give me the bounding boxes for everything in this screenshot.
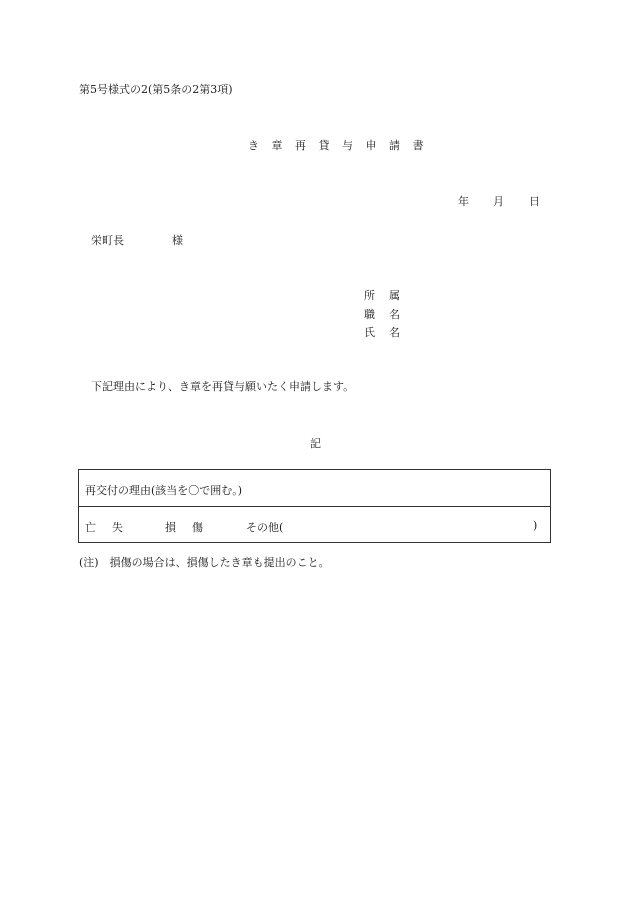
- applicant-name-row: [364, 324, 400, 340]
- ki-heading: 記: [310, 437, 321, 450]
- reason-header-text: 再交付の理由(該当を〇で囲む。): [85, 484, 243, 497]
- name-label-char-1: 氏: [364, 326, 375, 339]
- request-text: 下記理由により、き章を再貸与願いたく申請します。: [91, 380, 355, 393]
- addressee: 栄町長: [91, 234, 124, 247]
- applicant-title-row: [364, 306, 400, 322]
- note: (注) 損傷の場合は、損傷したき章も提出のこと。: [79, 556, 330, 569]
- affiliation-label-char-1: 所: [364, 289, 375, 302]
- document-title: き 章 再 貸 与 申 請 書: [248, 139, 428, 152]
- option-other-close-paren: ): [533, 519, 538, 532]
- affiliation-label-char-2: 属: [389, 289, 400, 302]
- applicant-affiliation-row: [364, 287, 400, 303]
- title-label-char-2: 名: [389, 308, 400, 321]
- date-year-label: 年: [458, 195, 469, 208]
- date-day-label: 日: [529, 195, 540, 208]
- title-label-char-1: 職: [364, 308, 375, 321]
- form-label: 第5号様式の2(第5条の2第3項): [79, 83, 233, 96]
- name-label-char-2: 名: [389, 326, 400, 339]
- reason-options-row: [79, 507, 550, 543]
- option-other: その他(: [246, 521, 284, 534]
- honorific: 様: [172, 234, 183, 247]
- reason-table: [78, 469, 551, 543]
- date-month-label: 月: [493, 195, 504, 208]
- reason-table-header: [79, 470, 550, 507]
- option-loss: 亡失: [85, 521, 139, 534]
- option-damage: 損傷: [165, 521, 219, 534]
